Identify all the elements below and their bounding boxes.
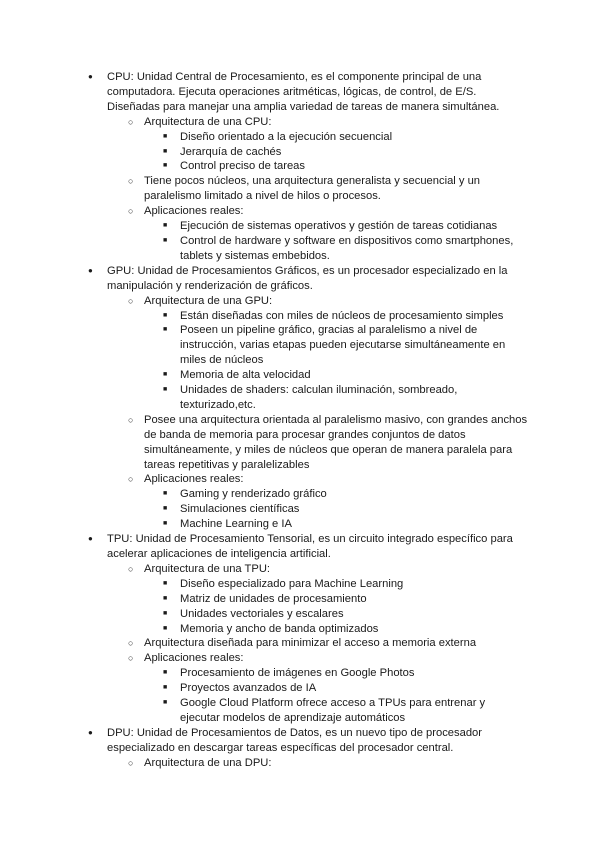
detail-item	[163, 487, 528, 502]
sub-item	[127, 413, 528, 473]
sub-text: Arquitectura de una DPU:	[144, 756, 272, 769]
detail-item	[163, 159, 528, 174]
sub-item	[127, 651, 528, 726]
sub-item	[127, 204, 528, 264]
sub-text: Arquitectura de una CPU:	[144, 115, 272, 128]
detail-list	[163, 309, 528, 413]
sub-text: Arquitectura de una GPU:	[144, 294, 273, 307]
section-item	[88, 70, 528, 264]
detail-item	[163, 502, 528, 517]
detail-item	[163, 309, 528, 324]
detail-item	[163, 577, 528, 592]
detail-item	[163, 517, 528, 532]
section-text: CPU: Unidad Central de Procesamiento, es el componente principal de una computadora. Ejecuta operaciones aritméticas, lógicas, de control, de E/S. Diseñadas para manejar una amplia variedad de tareas de manera simultánea.	[107, 71, 500, 113]
detail-item	[163, 130, 528, 145]
detail-item	[163, 592, 528, 607]
detail-text: Memoria de alta velocidad	[180, 369, 311, 382]
sub-list	[127, 562, 528, 726]
detail-item	[163, 666, 528, 681]
section-text: GPU: Unidad de Procesamientos Gráficos, es un procesador especializado en la manipulación y renderización de gráficos.	[107, 264, 508, 292]
detail-text: Están diseñadas con miles de núcleos de procesamiento simples	[180, 309, 504, 322]
sub-text: Arquitectura de una TPU:	[144, 562, 271, 575]
detail-list	[163, 487, 528, 532]
detail-text: Machine Learning e IA	[180, 518, 292, 531]
detail-item	[163, 622, 528, 637]
section-item	[88, 532, 528, 726]
detail-text: Memoria y ancho de banda optimizados	[180, 622, 379, 635]
sub-list	[127, 756, 528, 771]
bullet-list	[88, 70, 528, 771]
detail-item	[163, 368, 528, 383]
detail-item	[163, 696, 528, 726]
sub-item	[127, 472, 528, 532]
section-text: DPU: Unidad de Procesamientos de Datos, es un nuevo tipo de procesador especializado en descargar tareas específicas del procesador central.	[107, 726, 482, 754]
sub-list	[127, 115, 528, 264]
sub-list	[127, 294, 528, 533]
detail-text: Simulaciones científicas	[180, 503, 300, 516]
detail-text: Procesamiento de imágenes en Google Photos	[180, 667, 415, 680]
detail-item	[163, 219, 528, 234]
detail-text: Control de hardware y software en dispositivos como smartphones, tablets y sistemas embebidos.	[180, 234, 514, 262]
detail-text: Control preciso de tareas	[180, 160, 305, 173]
detail-item	[163, 607, 528, 622]
sub-item	[127, 636, 528, 651]
detail-item	[163, 234, 528, 264]
detail-text: Unidades de shaders: calculan iluminación, sombreado, texturizado,etc.	[180, 384, 458, 411]
detail-item	[163, 145, 528, 160]
sub-text: Aplicaciones reales:	[144, 473, 244, 486]
sub-text: Posee una arquitectura orientada al paralelismo masivo, con grandes anchos de banda de memoria para procesar grandes conjuntos de datos simultáneamente, y miles de núcleos que operan de manera paralela para tareas repetitivas y paralelizables	[144, 413, 528, 471]
detail-text: Diseño orientado a la ejecución secuencial	[180, 130, 393, 143]
detail-text: Matriz de unidades de procesamiento	[180, 592, 367, 605]
detail-item	[163, 383, 528, 413]
detail-text: Google Cloud Platform ofrece acceso a TPUs para entrenar y ejecutar modelos de aprendizaje automáticos	[180, 697, 486, 724]
detail-list	[163, 577, 528, 637]
sub-item	[127, 174, 528, 204]
detail-text: Gaming y renderizado gráfico	[180, 488, 327, 501]
sub-item	[127, 115, 528, 175]
section-item	[88, 264, 528, 532]
detail-text: Jerarquía de cachés	[180, 145, 282, 158]
detail-list	[163, 130, 528, 175]
detail-item	[163, 681, 528, 696]
sub-text: Aplicaciones reales:	[144, 205, 244, 218]
sub-item	[127, 562, 528, 637]
detail-list	[163, 219, 528, 264]
section-text: TPU: Unidad de Procesamiento Tensorial, es un circuito integrado específico para acelerar aplicaciones de inteligencia artificial.	[107, 533, 513, 560]
sub-text: Arquitectura diseñada para minimizar el acceso a memoria externa	[144, 637, 477, 650]
sub-item	[127, 756, 528, 771]
detail-text: Ejecución de sistemas operativos y gestión de tareas cotidianas	[180, 220, 498, 233]
sub-item	[127, 294, 528, 413]
detail-text: Poseen un pipeline gráfico, gracias al paralelismo a nivel de instrucción, varias etapas pueden ejecutarse simultáneamente en miles de núcleos	[180, 324, 506, 367]
sub-text: Tiene pocos núcleos, una arquitectura generalista y secuencial y un paralelismo limitado a nivel de hilos o procesos.	[144, 175, 481, 203]
sub-text: Aplicaciones reales:	[144, 652, 244, 665]
detail-text: Proyectos avanzados de IA	[180, 682, 317, 695]
detail-text: Unidades vectoriales y escalares	[180, 607, 344, 620]
detail-list	[163, 666, 528, 726]
section-item	[88, 726, 528, 771]
detail-item	[163, 323, 528, 368]
detail-text: Diseño especializado para Machine Learning	[180, 577, 404, 590]
